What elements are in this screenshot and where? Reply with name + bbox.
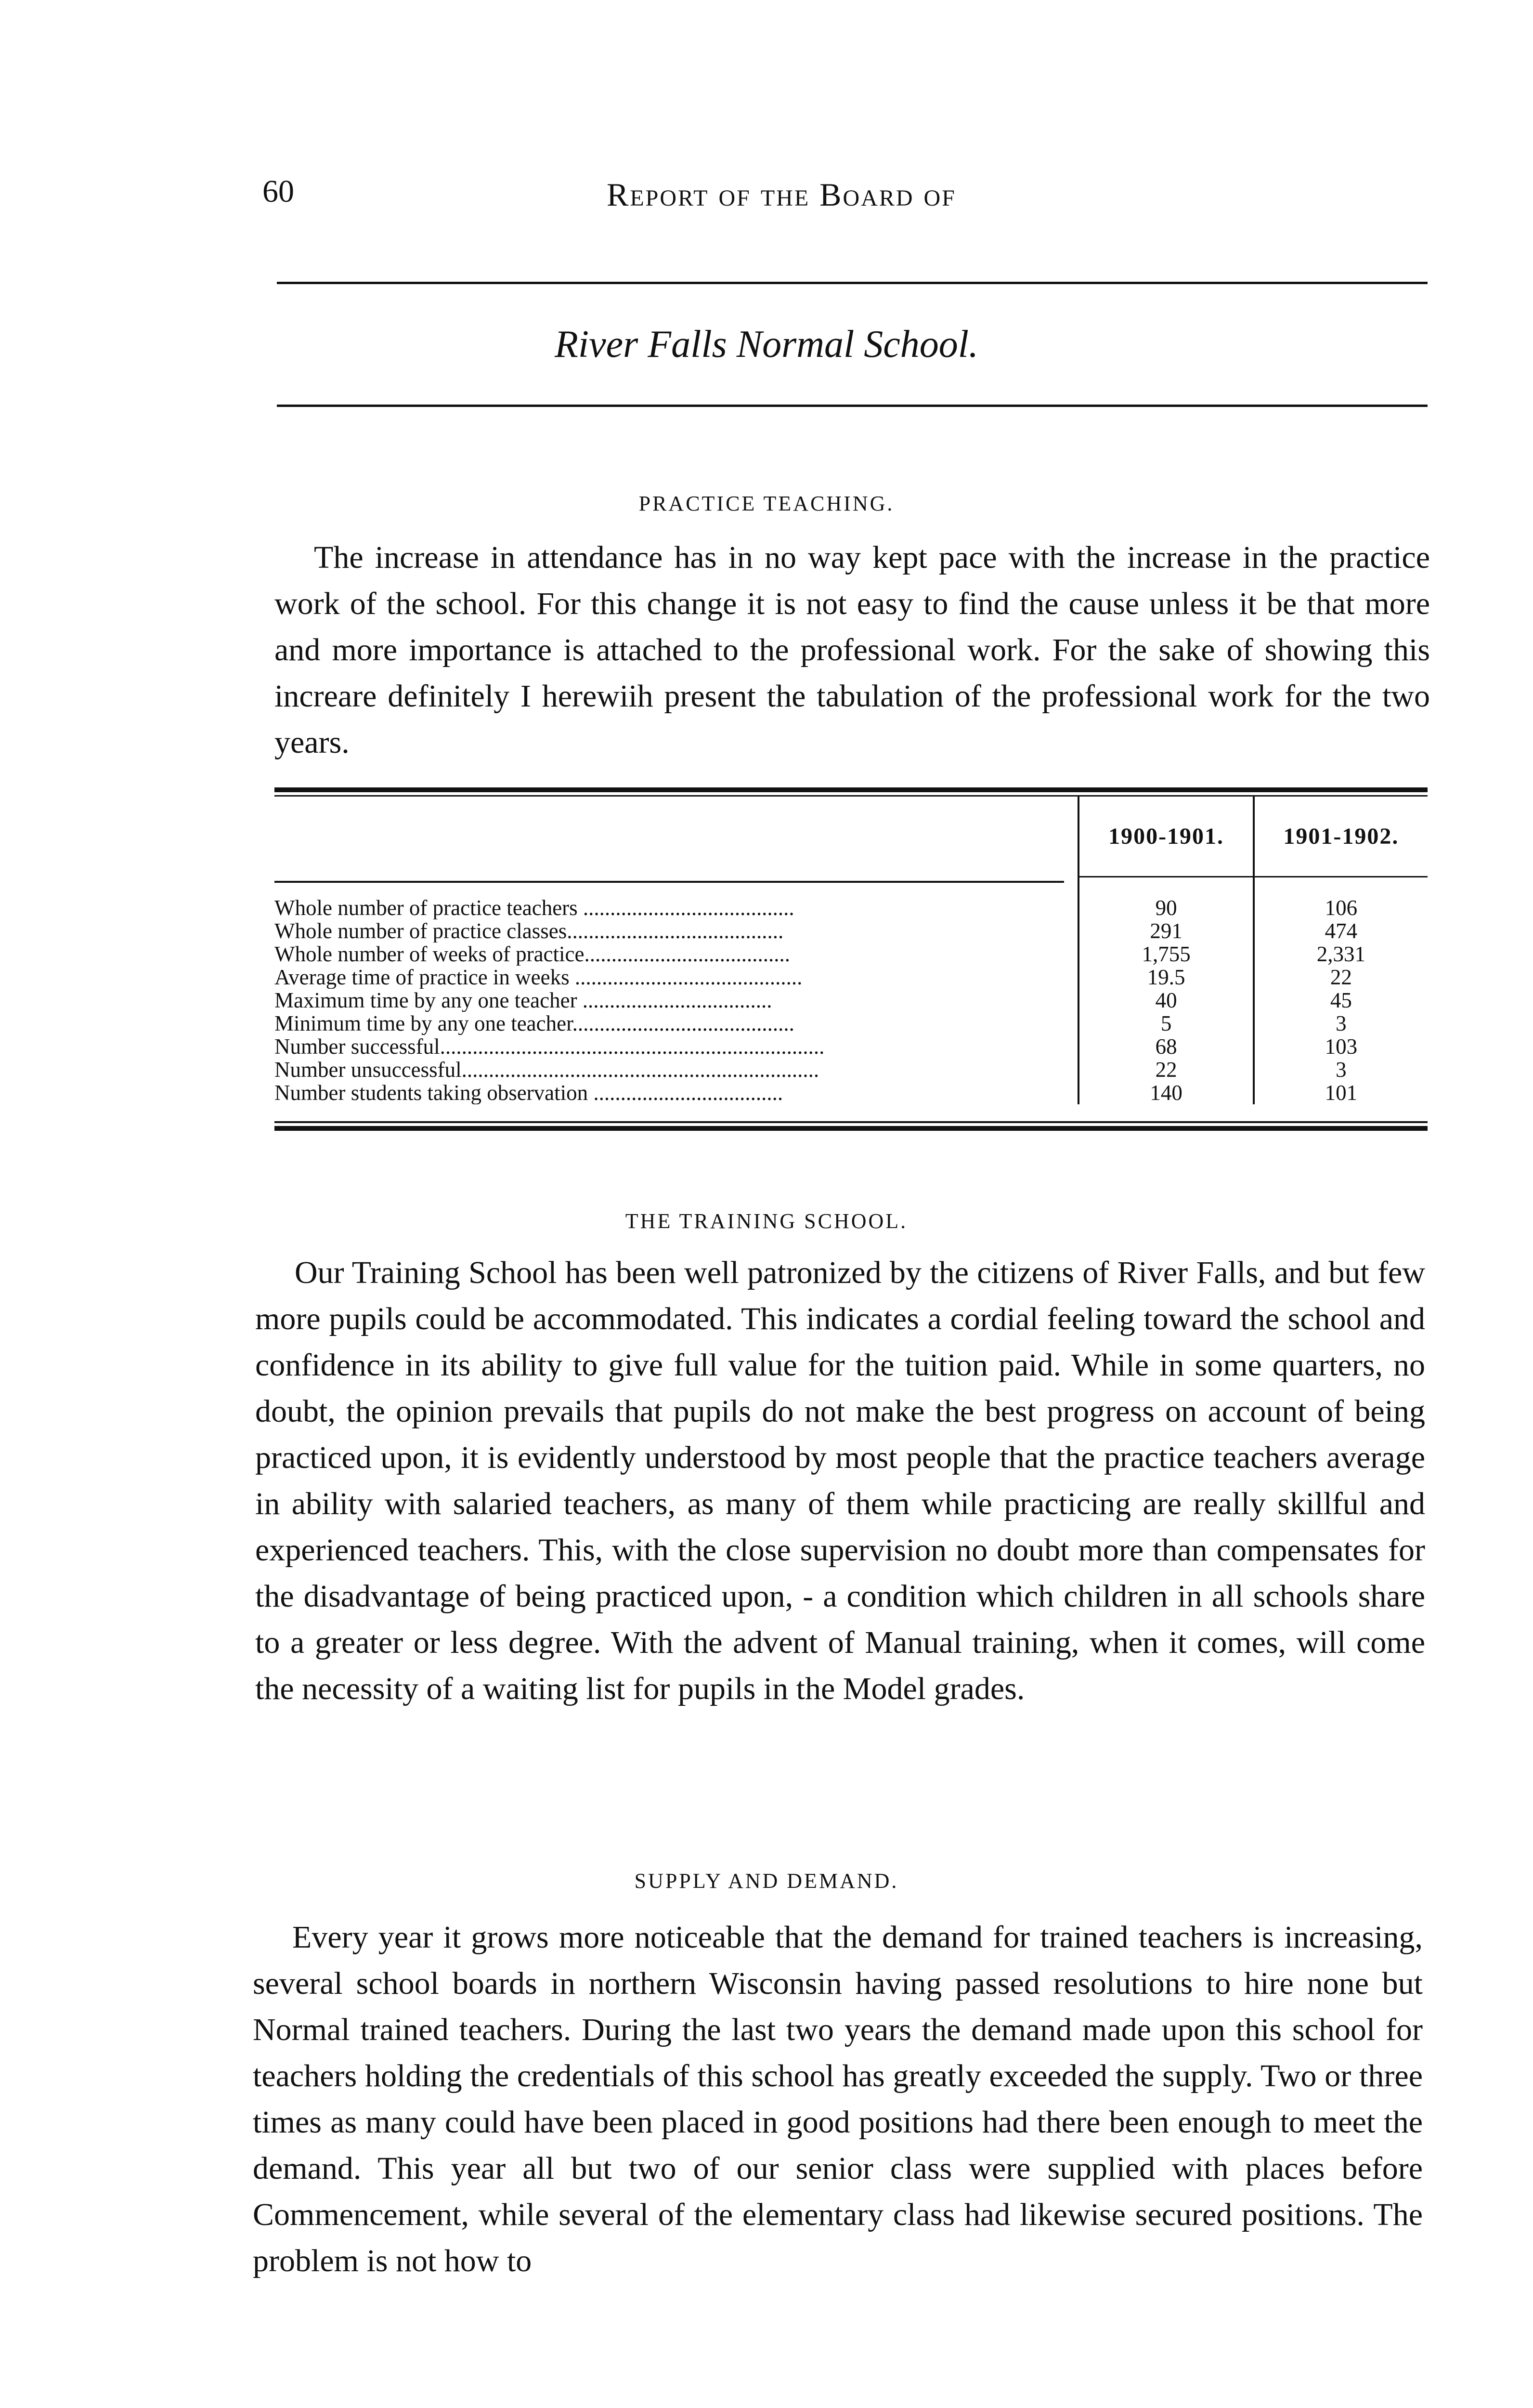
row-label: Average time of practice in weeks .......................................... xyxy=(274,965,803,989)
section-heading-training: THE TRAINING SCHOOL. xyxy=(625,1209,908,1233)
value-1901-1902: 45 xyxy=(1254,989,1428,1012)
table-row xyxy=(274,966,1428,989)
table-row xyxy=(274,896,1428,919)
row-label: Number students taking observation ................................... xyxy=(274,1081,783,1104)
value-1900-1901: 22 xyxy=(1078,1058,1253,1081)
table-row xyxy=(274,919,1428,942)
row-label: Number unsuccessful.................................................................. xyxy=(274,1058,819,1081)
row-label: Whole number of practice classes........................................ xyxy=(274,919,784,942)
row-label: Maximum time by any one teacher ................................... xyxy=(274,988,772,1012)
table-top-rule xyxy=(274,787,1428,797)
table-row xyxy=(274,1012,1428,1035)
paragraph-practice xyxy=(274,535,1430,766)
value-1900-1901: 5 xyxy=(1078,1012,1253,1035)
value-1900-1901: 90 xyxy=(1078,896,1253,919)
table-label-rule xyxy=(274,881,1064,883)
page-number: 60 xyxy=(262,174,294,209)
value-1900-1901: 40 xyxy=(1078,989,1253,1012)
paragraph-training xyxy=(255,1250,1425,1712)
value-1900-1901: 19.5 xyxy=(1078,966,1253,989)
header-rule-bottom xyxy=(277,405,1428,407)
value-1901-1902: 3 xyxy=(1254,1012,1428,1035)
table-row xyxy=(274,1058,1428,1081)
table-row xyxy=(274,1081,1428,1104)
value-1900-1901: 1,755 xyxy=(1078,942,1253,966)
paragraph-supply-text: Every year it grows more noticeable that the demand for trained teachers is increasing, several school boards in northern Wisconsin having passed resolutions to hire none but Normal trained teachers. During the last two years the demand made upon this school for teachers holding the credentials of this school has greatly exceeded the supply. Two or three times as many could have been placed in good positions had there been enough to meet the demand. This year all but two of our senior class were supplied with places before Commencement, while several of the elementary class had likewise secured positions. The problem is not how to xyxy=(253,1920,1423,2278)
paragraph-supply xyxy=(253,1914,1423,2284)
table-row xyxy=(274,989,1428,1012)
value-1900-1901: 291 xyxy=(1078,919,1253,942)
column-header-1900: 1900-1901. xyxy=(1078,797,1253,877)
value-1901-1902: 103 xyxy=(1254,1035,1428,1058)
row-label: Number successful....................................................................... xyxy=(274,1034,825,1058)
value-1900-1901: 140 xyxy=(1078,1081,1253,1104)
row-label: Whole number of practice teachers ....................................... xyxy=(274,896,794,919)
paragraph-training-text: Our Training School has been well patronized by the citizens of River Falls, and but few more pupils could be accommodated. This indicates a cordial feeling toward the school and confidence in its ability to give full value for the tuition paid. While in some quarters, no doubt, the opinion prevails that pupils do not make the best progress on account of being practiced upon, it is evidently understood by most people that the practice teachers average in ability with salaried teachers, as many of them while practicing are really skillful and experienced teachers. This, with the close supervision no doubt more than compensates for the disadvantage of being practiced upon, - a condition which children in all schools share to a greater or less degree. With the advent of Manual training, when it comes, will come the necessity of a waiting list for pupils in the Model grades. xyxy=(255,1255,1425,1706)
value-1901-1902: 101 xyxy=(1254,1081,1428,1104)
table-bottom-rule xyxy=(274,1121,1428,1131)
value-1901-1902: 106 xyxy=(1254,896,1428,919)
section-heading-supply: SUPPLY AND DEMAND. xyxy=(634,1869,899,1893)
column-header-1901: 1901-1902. xyxy=(1254,797,1428,877)
table-label-header xyxy=(274,797,1078,877)
header-rule-top xyxy=(277,282,1428,284)
value-1901-1902: 2,331 xyxy=(1254,942,1428,966)
value-1901-1902: 22 xyxy=(1254,966,1428,989)
running-head: Report of the Board of xyxy=(607,176,956,213)
practice-table xyxy=(274,787,1428,1131)
table-row xyxy=(274,1035,1428,1058)
value-1901-1902: 474 xyxy=(1254,919,1428,942)
value-1900-1901: 68 xyxy=(1078,1035,1253,1058)
row-label: Minimum time by any one teacher......................................... xyxy=(274,1011,794,1035)
row-label: Whole number of weeks of practice...................................... xyxy=(274,942,790,966)
table-body xyxy=(274,877,1428,1104)
value-1901-1902: 3 xyxy=(1254,1058,1428,1081)
stats-table xyxy=(274,797,1428,1104)
subhead: River Falls Normal School. xyxy=(555,323,978,366)
table-row xyxy=(274,942,1428,966)
paragraph-practice-text: The increase in attendance has in no way kept pace with the increase in the practice work of the school. For this change it is not easy to find the cause unless it be that more and more importance is attached to the professional work. For the sake of showing this increare definitely I herewiih present the tabulation of the professional work for the two years. xyxy=(274,540,1430,760)
section-heading-practice: PRACTICE TEACHING. xyxy=(638,492,895,515)
